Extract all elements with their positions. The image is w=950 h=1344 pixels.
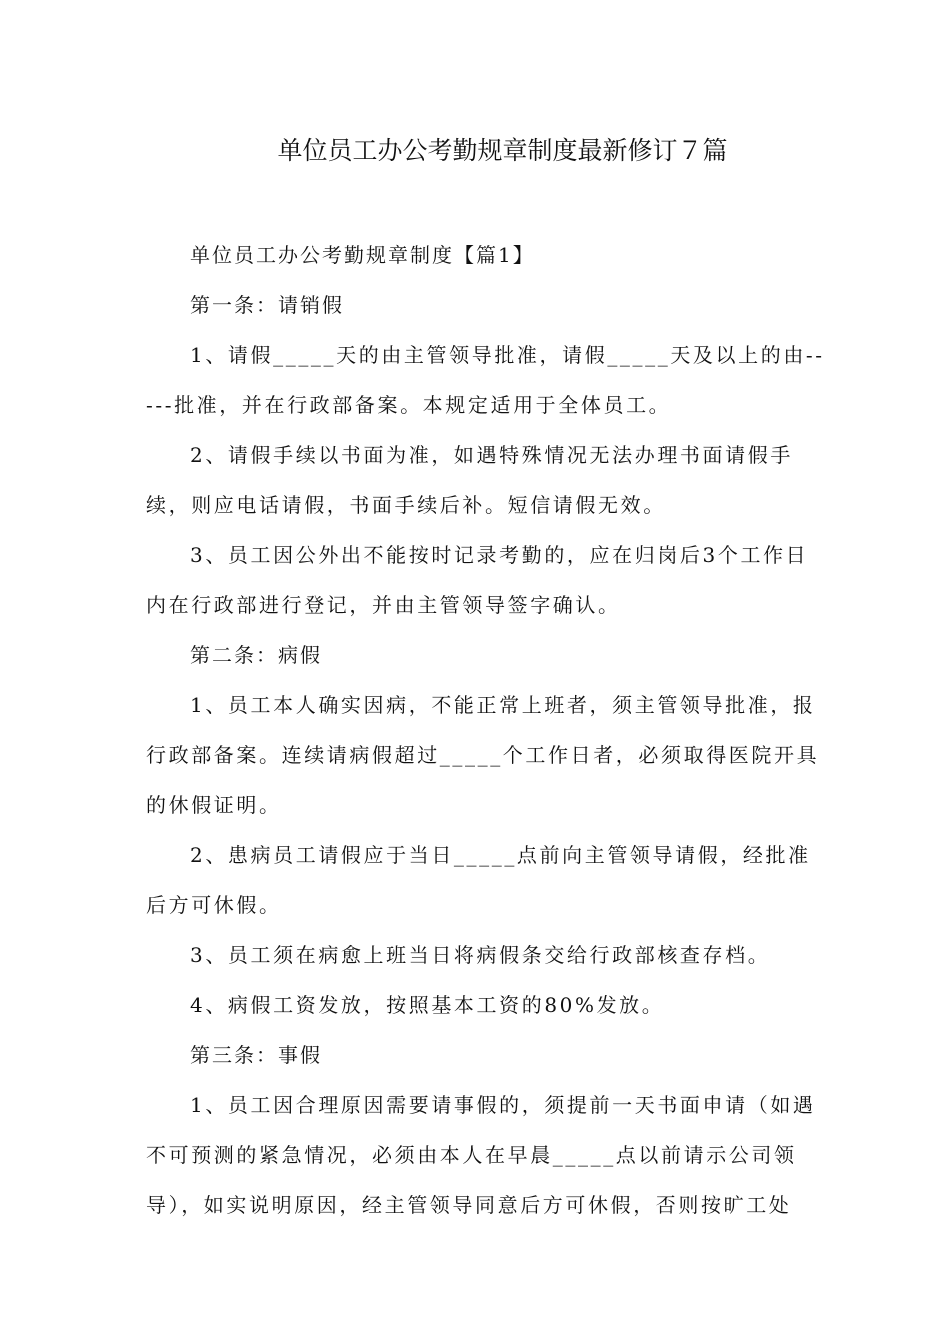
- article-heading: 第一条：请销假: [190, 293, 344, 317]
- paragraph-line: 行政部备案。连续请病假超过_____个工作日者，必须取得医院开具: [146, 743, 820, 767]
- paragraph-line: 的休假证明。: [146, 793, 282, 817]
- paragraph-line: 1、请假_____天的由主管领导批准，请假_____天及以上的由--: [190, 343, 825, 367]
- paragraph-line: 1、员工本人确实因病，不能正常上班者，须主管领导批准，报: [190, 693, 816, 717]
- document-title: 单位员工办公考勤规章制度最新修订７篇: [277, 136, 728, 165]
- paragraph-line: 内在行政部进行登记，并由主管领导签字确认。: [146, 593, 621, 617]
- paragraph-line: 导），如实说明原因，经主管领导同意后方可休假，否则按旷工处: [146, 1193, 792, 1217]
- paragraph-line: 3、员工须在病愈上班当日将病假条交给行政部核查存档。: [190, 943, 771, 967]
- article-heading: 第三条：事假: [190, 1043, 322, 1067]
- paragraph-line: ---批准，并在行政部备案。本规定适用于全体员工。: [146, 393, 672, 417]
- paragraph-line: 3、员工因公外出不能按时记录考勤的，应在归岗后3个工作日: [190, 543, 809, 567]
- paragraph-line: 不可预测的紧急情况，必须由本人在早晨_____点以前请示公司领: [146, 1143, 797, 1167]
- paragraph-line: 2、患病员工请假应于当日_____点前向主管领导请假，经批准: [190, 843, 811, 867]
- paragraph-line: 4、病假工资发放，按照基本工资的80%发放。: [190, 993, 665, 1017]
- section-heading: 单位员工办公考勤规章制度【篇1】: [190, 243, 535, 267]
- document-body: [146, 230, 825, 1230]
- paragraph-line: 后方可休假。: [146, 893, 282, 917]
- paragraph-line: 2、请假手续以书面为准，如遇特殊情况无法办理书面请假手: [190, 443, 793, 467]
- article-heading: 第二条：病假: [190, 643, 322, 667]
- paragraph-line: 1、员工因合理原因需要请事假的，须提前一天书面申请（如遇: [190, 1093, 816, 1117]
- paragraph-line: 续，则应电话请假，书面手续后补。短信请假无效。: [146, 493, 666, 517]
